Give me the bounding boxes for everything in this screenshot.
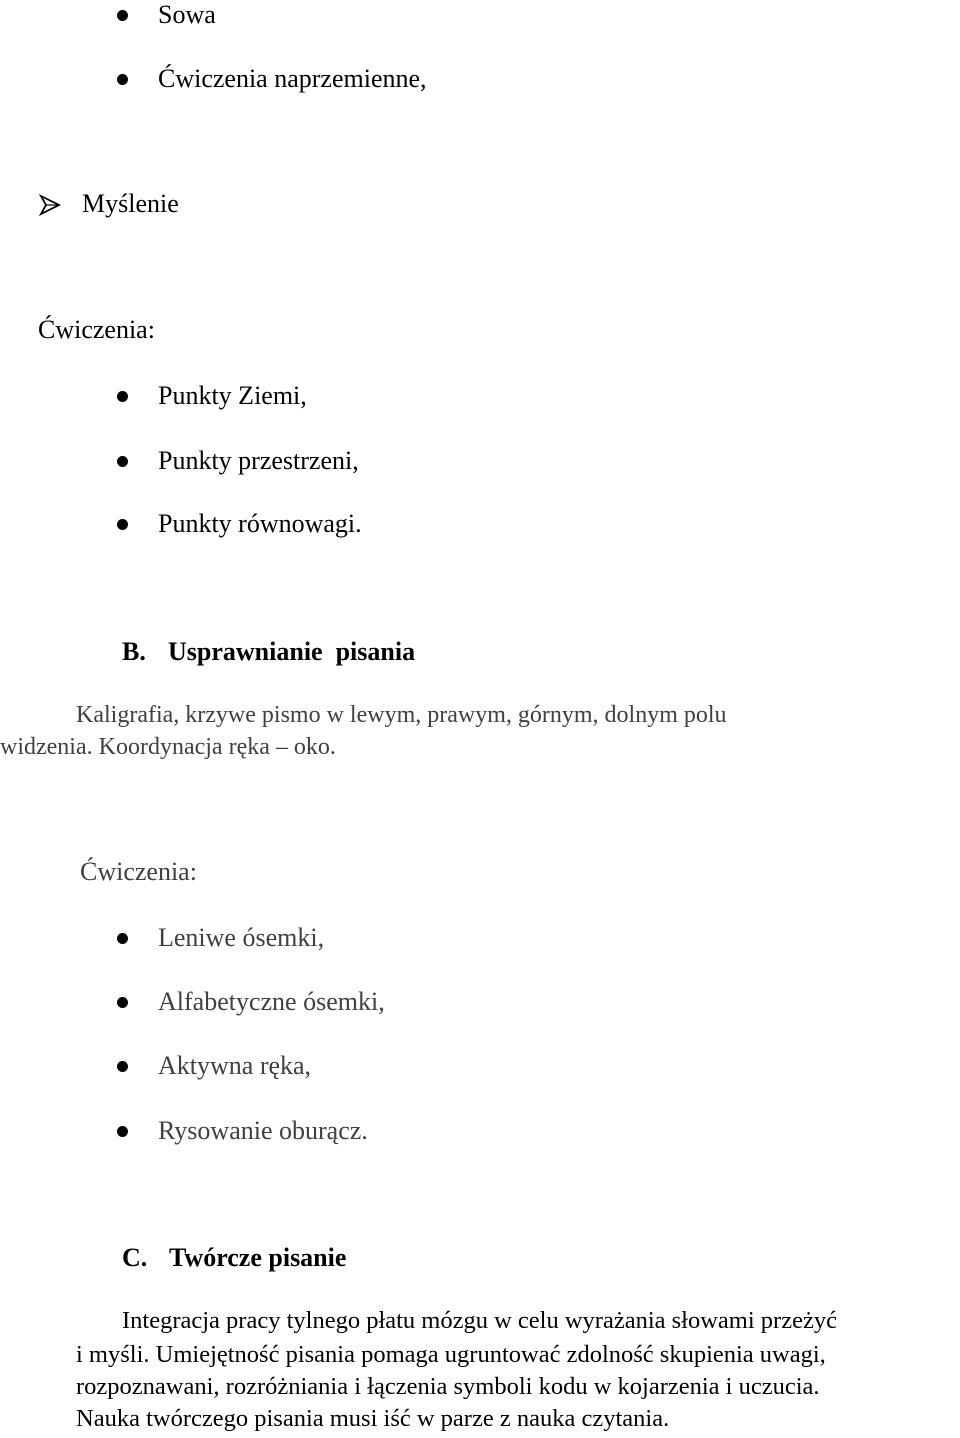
exercises-heading: Ćwiczenia: (38, 315, 155, 344)
list-item: Rysowanie oburącz. (158, 1116, 368, 1145)
list-item: Punkty równowagi. (158, 509, 362, 538)
paragraph-line: rozpoznawani, rozróżniania i łączenia symboli kodu w kojarzenia i uczucia. (76, 1373, 820, 1400)
section-letter: B. (122, 637, 146, 666)
section-letter: C. (122, 1243, 148, 1272)
list-item: Punkty przestrzeni, (158, 446, 359, 475)
section-title: Twórcze pisanie (169, 1243, 347, 1272)
bullet-icon (117, 519, 128, 530)
paragraph-line: Nauka twórczego pisania musi iść w parze z nauka czytania. (76, 1405, 670, 1432)
paragraph-line: widzenia. Koordynacja ręka – oko. (0, 734, 336, 760)
list-item: Ćwiczenia naprzemienne, (158, 64, 427, 93)
section-label: Myślenie (82, 189, 179, 218)
bullet-icon (117, 1061, 128, 1072)
bullet-icon (117, 997, 128, 1008)
section-title: Usprawnianie pisania (168, 637, 416, 666)
exercises-heading: Ćwiczenia: (80, 857, 197, 886)
bullet-icon (117, 74, 128, 85)
bullet-icon (117, 1126, 128, 1137)
list-item: Aktywna ręka, (158, 1051, 312, 1080)
paragraph-line: Kaligrafia, krzywe pismo w lewym, prawym, górnym, dolnym polu (76, 702, 727, 728)
paragraph-line: Integracja pracy tylnego płatu mózgu w celu wyrażania słowami przeżyć (122, 1307, 837, 1334)
paragraph-line: i myśli. Umiejętność pisania pomaga ugruntować zdolność skupienia uwagi, (76, 1341, 826, 1368)
list-item: Sowa (158, 0, 216, 29)
bullet-icon (117, 10, 128, 21)
bullet-icon (117, 391, 128, 402)
list-item: Leniwe ósemki, (158, 923, 325, 952)
bullet-icon (117, 933, 128, 944)
arrowhead-bullet-icon (39, 194, 61, 216)
list-item: Punkty Ziemi, (158, 381, 307, 410)
list-item: Alfabetyczne ósemki, (158, 987, 385, 1016)
bullet-icon (117, 456, 128, 467)
